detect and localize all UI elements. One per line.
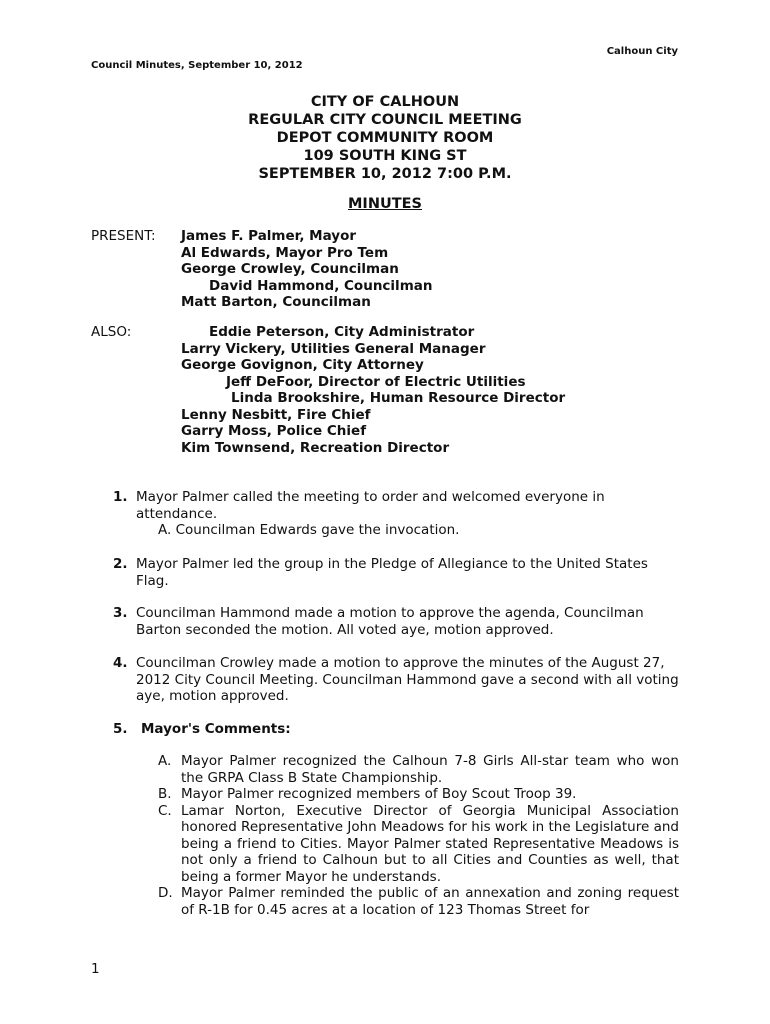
item-number: 5. [113,721,128,737]
agenda-item [113,605,683,638]
mayor-comments-list [158,753,679,918]
attendee: Eddie Peterson, City Administrator [209,324,475,340]
agenda-item [113,721,683,738]
minutes-heading: MINUTES [348,196,422,212]
attendee: Matt Barton, Councilman [181,294,371,310]
attendee: Linda Brookshire, Human Resource Director [231,390,566,406]
list-item [158,885,679,918]
attendee: Lenny Nesbitt, Fire Chief [181,406,371,423]
list-letter: D. [158,885,173,901]
item-text: Mayor Palmer led the group in the Pledge of Allegiance to the United States Flag. [136,556,648,589]
item-text: Mayor's Comments: [141,721,291,737]
list-text: Mayor Palmer recognized the Calhoun 7-8 Girls All-star team who won the GRPA Class B State Championship. [181,753,679,786]
title-block [0,93,770,183]
item-text: Councilman Crowley made a motion to approve the minutes of the August 27, 2012 City Council Meeting. Councilman Hammond gave a second with all voting aye, motion approved. [136,655,679,704]
header-left: Council Minutes, September 10, 2012 [91,60,303,71]
attendee: Al Edwards, Mayor Pro Tem [181,244,389,261]
agenda-item [113,655,683,705]
item-number: 4. [113,655,128,671]
title-line: REGULAR CITY COUNCIL MEETING [248,112,522,128]
attendee: David Hammond, Councilman [209,277,433,294]
attendee: Larry Vickery, Utilities General Manager [181,340,486,357]
attendee: Kim Townsend, Recreation Director [181,439,450,456]
attendee: James F. Palmer, Mayor [181,228,357,244]
page-number: 1 [91,961,100,977]
item-number: 3. [113,605,128,621]
list-text: Mayor Palmer reminded the public of an annexation and zoning request of R-1B for 0.45 acres at a location of 123 Thomas Street for [181,885,679,918]
list-item [158,786,679,803]
item-subtext: A. Councilman Edwards gave the invocation. [158,522,460,538]
header-right: Calhoun City [606,46,678,57]
list-item [158,803,679,886]
agenda-item [113,489,683,539]
list-letter: A. [158,753,172,769]
title-line: CITY OF CALHOUN [310,94,460,110]
list-item [158,753,679,786]
present-list [181,228,432,311]
item-number: 2. [113,556,128,572]
list-text: Mayor Palmer recognized members of Boy Scout Troop 39. [181,786,577,802]
present-label: PRESENT: [91,228,156,244]
agenda-item [113,556,683,589]
attendee: George Crowley, Councilman [181,261,399,277]
attendee: Jeff DeFoor, Director of Electric Utilities [226,373,526,390]
item-text: Councilman Hammond made a motion to approve the agenda, Councilman Barton seconded the motion. All voted aye, motion approved. [136,605,644,638]
attendee: George Govignon, City Attorney [181,357,424,373]
also-label: ALSO: [91,324,132,340]
also-list [181,324,565,456]
list-letter: B. [158,786,172,802]
item-number: 1. [113,489,128,505]
list-letter: C. [158,802,172,819]
title-line: 109 SOUTH KING ST [303,148,467,164]
title-line: SEPTEMBER 10, 2012 7:00 P.M. [258,166,512,182]
item-text: Mayor Palmer called the meeting to order and welcomed everyone in attendance. [136,489,605,522]
title-line: DEPOT COMMUNITY ROOM [276,130,494,146]
list-text: Lamar Norton, Executive Director of Georgia Municipal Association honored Representative John Meadows for his work in the Legislature and being a friend to Cities. Mayor Palmer stated Representative Meadows is not only a friend to Calhoun but to all Cities and Counties as well, that being a former Mayor he understands. [181,802,679,885]
attendee: Garry Moss, Police Chief [181,423,367,439]
